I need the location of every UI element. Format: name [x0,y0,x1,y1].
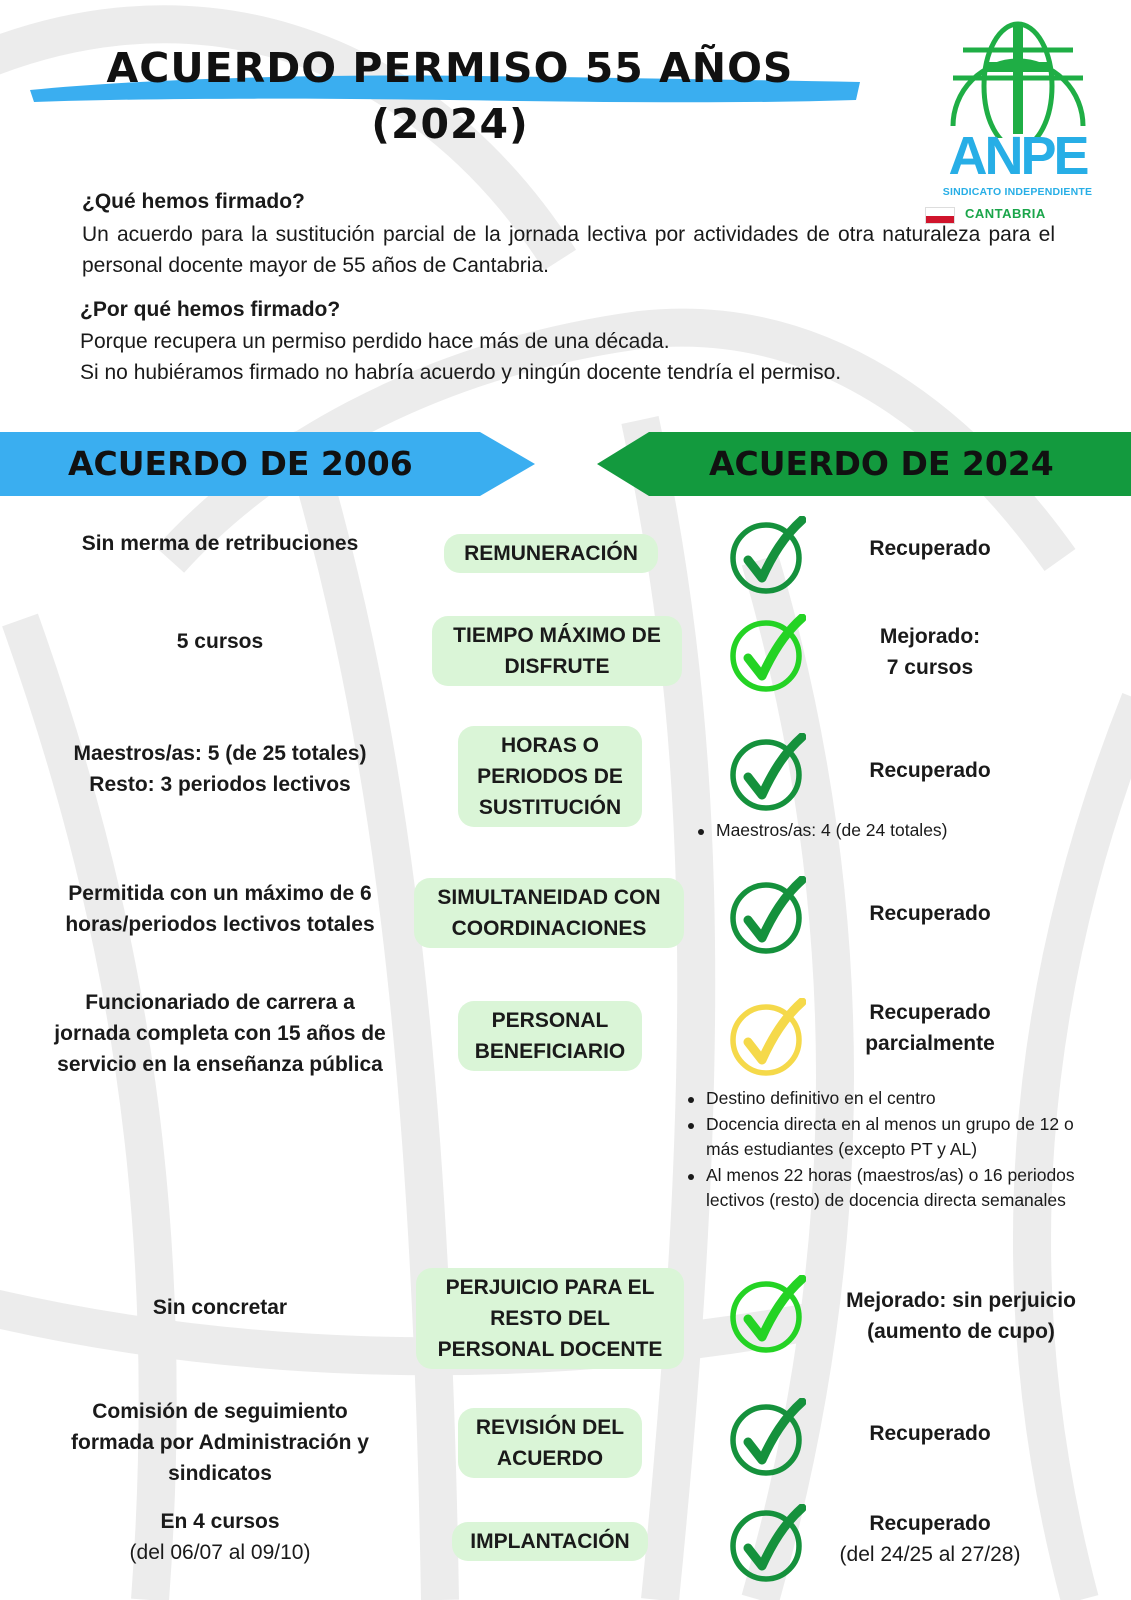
banner-2024-label: ACUERDO DE 2024 [709,444,1054,483]
row-remuneracion-2024: Recuperado [869,537,991,560]
list-item: Docencia directa en al menos un grupo de 12 o más estudiantes (excepto PT y AL) [684,1112,1104,1163]
row-revision-2006: Comisión de seguimiento formada por Administración y sindicatos [71,1400,369,1485]
criterion-revision: REVISIÓN DEL ACUERDO [458,1408,642,1478]
logo-name: ANPE [948,126,1087,186]
row-tiempo-2024: Mejorado: 7 cursos [879,625,981,679]
page-title: ACUERDO PERMISO 55 AÑOS (2024) [106,44,794,148]
answer-why-signed-2: Si no hubiéramos firmado no habría acuerdo y ningún docente tendría el permiso. [80,361,842,384]
banner-2006 [0,432,535,496]
row-horas-2006: Maestros/as: 5 (de 25 totales) Resto: 3 periodos lectivos [73,742,367,796]
check-yellow-icon [728,998,806,1076]
check-dark-icon [728,516,806,594]
criterion-personal-beneficiario: PERSONAL BENEFICIARIO [458,1001,642,1071]
answer-what-signed: Un acuerdo para la sustitución parcial de la jornada lectiva por actividades de otra naturaleza para el personal docente mayor de 55 años de Cantabria. [82,223,1055,277]
check-dark-icon [728,876,806,954]
check-dark-icon [728,1504,806,1582]
row-horas-2024: Recuperado [869,759,991,782]
logo-region: CANTABRIA [965,206,1046,221]
row-beneficiario-2024: Recuperado parcialmente [865,1001,995,1055]
criterion-implantacion: IMPLANTACIÓN [452,1522,648,1561]
row-implantacion-2024: Recuperado (del 24/25 al 27/28) [839,1512,1021,1566]
row-perjuicio-2006: Sin concretar [152,1296,288,1319]
row-beneficiario-2006: Funcionariado de carrera a jornada completa con 15 años de servicio en la enseñanza pública [54,991,386,1076]
list-item: Al menos 22 horas (maestros/as) o 16 periodos lectivos (resto) de docencia directa semanales [684,1163,1104,1214]
criterion-tiempo-maximo: TIEMPO MÁXIMO DE DISFRUTE [432,616,682,686]
criterion-remuneracion: REMUNERACIÓN [444,534,658,573]
anpe-logo [925,18,1110,221]
row-implantacion-2006: En 4 cursos (del 06/07 al 09/10) [129,1510,311,1564]
criterion-horas-periodos: HORAS O PERIODOS DE SUSTITUCIÓN [458,726,642,827]
globe-cross-icon [943,18,1093,138]
row-tiempo-2006: 5 cursos [176,630,264,653]
check-bright-icon [728,614,806,692]
row-simultaneidad-2024: Recuperado [869,902,991,925]
row-simultaneidad-2006: Permitida con un máximo de 6 horas/periodos lectivos totales [65,882,375,936]
criterion-perjuicio: PERJUICIO PARA EL RESTO DEL PERSONAL DOCENTE [416,1268,684,1369]
question-why-signed: ¿Por qué hemos firmado? [80,298,341,321]
answer-why-signed-1: Porque recupera un permiso perdido hace más de una década. [80,330,670,353]
check-bright-icon [728,1275,806,1353]
row-beneficiario-notes [684,1086,1104,1214]
row-revision-2024: Recuperado [869,1422,991,1445]
question-what-signed: ¿Qué hemos firmado? [82,190,305,213]
banner-2006-label: ACUERDO DE 2006 [68,444,413,483]
banner-2024 [597,432,1131,496]
row-perjuicio-2024: Mejorado: sin perjuicio (aumento de cupo) [846,1289,1076,1343]
criterion-simultaneidad: SIMULTANEIDAD CON COORDINACIONES [414,878,684,948]
logo-subtitle: SINDICATO INDEPENDIENTE [942,186,1093,198]
row-horas-notes [694,818,1014,844]
list-item: Destino definitivo en el centro [684,1086,1104,1112]
row-remuneracion-2006: Sin merma de retribuciones [81,532,359,555]
check-dark-icon [728,1398,806,1476]
list-item: Maestros/as: 4 (de 24 totales) [694,818,1014,844]
check-dark-icon [728,733,806,811]
